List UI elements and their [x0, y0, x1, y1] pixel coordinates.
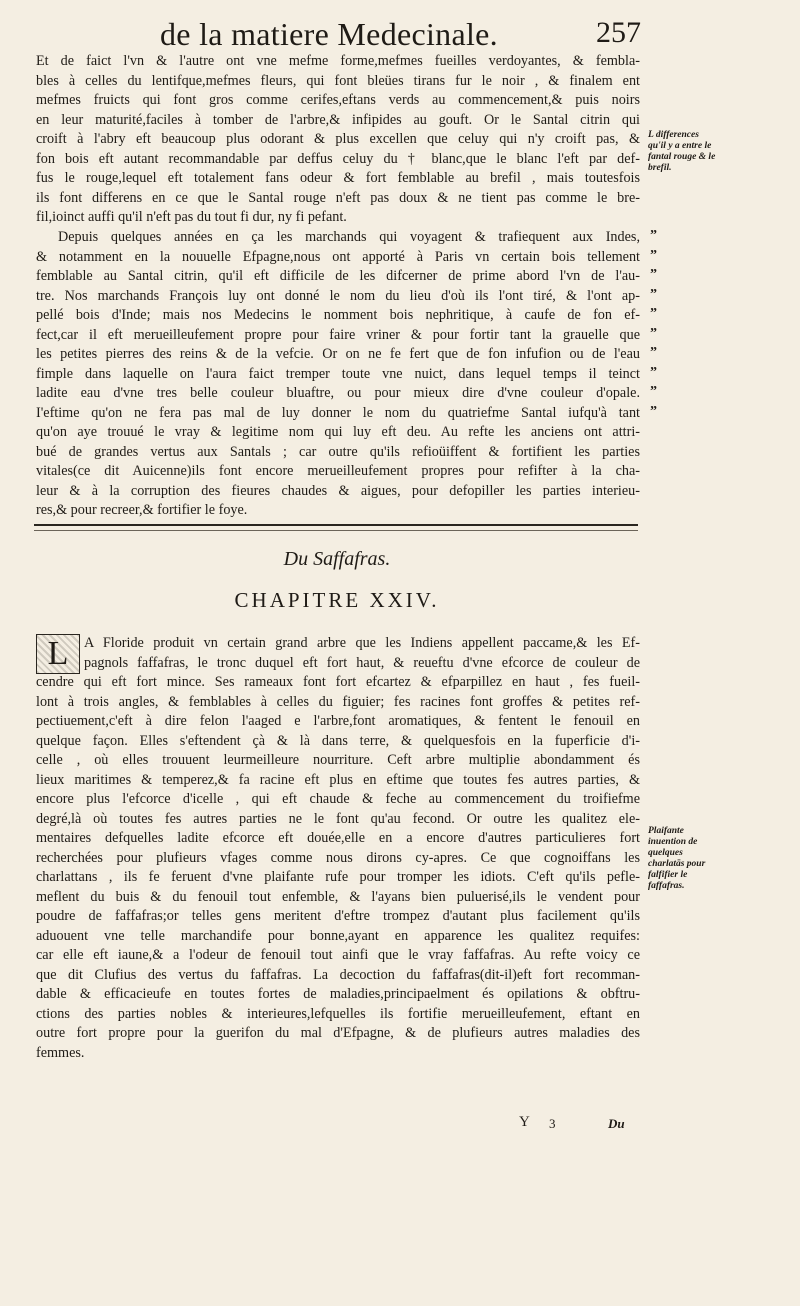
- paragraph-bois-inde: [36, 228, 640, 521]
- quote-mark: ”: [650, 345, 657, 360]
- text-line: bles à celles du lentifque,mefmes fleurs, qui font bleües tirans fur le noir , & finalem ent: [36, 72, 640, 89]
- text-line: poudre de faffafras;or telles gens meritent d'eftre trompez d'autant plus facilement qu'ils: [36, 908, 640, 924]
- page-number: 257: [596, 16, 641, 49]
- text-line: pagnols faffafras, le tronc duquel eft fort haut, & reueftu d'vne efcorce de couleur de: [84, 654, 640, 671]
- text-line: ladite eau d'vne tres belle couleur bluaftre, ou pour mieux dire d'vne couleur d'opale.: [36, 385, 640, 401]
- text-line: fimple dans laquelle on l'aura faict tremper toute vne nuict, dans lequel temps il teinct: [36, 365, 640, 382]
- text-line: fon bois eft autant recommandable par deffus celuy du † blanc,que le blanc l'eft par def-: [36, 150, 640, 167]
- text-line: bué de grandes vertus aux Santals ; car outre qu'ils refioüiffent & fortifient les parties: [36, 443, 640, 460]
- quote-mark: ”: [650, 267, 657, 282]
- catchword: Du: [608, 1116, 625, 1131]
- text-line: ctions des parties nobles & interieures,lefquelles ils fortifie merueilleufement, eftant en: [36, 1005, 640, 1022]
- text-line: fect,car il eft merueilleufement propre pour faire vriner & pour fortir tant la grauelle que: [36, 326, 640, 343]
- text-line: Et de faict l'vn & l'autre ont vne mefme forme,mefmes fueilles verdoyantes, & fembla-: [36, 53, 640, 69]
- quote-mark: ”: [650, 306, 657, 321]
- text-line: femblable au Santal citrin, qu'il eft difficile de les difcerner de prime abord l'vn de l'au-: [36, 268, 640, 284]
- text-line: car elle eft iaune,& a l'odeur de fenouil tout ainfi que le vray faffafras. Au refte voicy ce: [36, 947, 640, 963]
- text-line: tre. Nos marchands François luy ont donné le nom du lieu d'où ils l'ont tiré, & l'ont ap-: [36, 287, 640, 304]
- text-line: quelque façon. Elles s'eftendent çà & là dans terre, & quelquesfois en la fuperficie d'i-: [36, 732, 640, 749]
- margin-note-charlatans: Plaifante inuention de quelques charlatās pour falfifier le faffafras.: [648, 826, 706, 891]
- text-line: ils font differens en ce que le Santal rouge n'eft pas doux & ne tient pas comme le bre-: [36, 189, 640, 206]
- text-line: I'eftime qu'on ne fera pas mal de luy donner le nom du quatriefme Santal iufqu'à tant: [36, 404, 640, 421]
- text-line: en leur maturité,faciles à tomber de l'arbre,& infipides au gouft. Or le Santal citrin qui: [36, 111, 640, 128]
- text-line: celle , où elles trouuent leurmeilleure nourriture. Ceft arbre multiplie abondamment és: [36, 752, 640, 768]
- text-line: mentaires defquelles ladite efcorce eft douée,elle en a encore d'autres particulieres fort: [36, 830, 640, 846]
- running-head: de la matiere Medecinale.: [160, 16, 498, 52]
- text-line: dable & efficacieufe en toutes fortes de maladies,principaelment és opilations & obftru-: [36, 986, 640, 1002]
- text-line: A Floride produit vn certain grand arbre que les Indiens appellent paccame,& les Ef-: [84, 635, 640, 651]
- quote-mark: ”: [650, 326, 657, 341]
- text-line: mefmes fruicts qui font gros comme cerifes,eftans verds au commencement,& puis noirs: [36, 92, 640, 108]
- text-line: leur & à la corruption des fieures chaudes & aigues, pour defopiller les parties interieu-: [36, 482, 640, 499]
- text-line: aduouent vne telle marchandife pour bonne,ayant en apparence les qualitez requifes:: [36, 927, 640, 944]
- text-line: lieux maritimes & temperez,& fa racine eft plus en eftime que toutes fes autres parties, &: [36, 771, 640, 788]
- decorated-initial: L: [36, 634, 80, 674]
- text-line: outre fort propre pour la guerifon du mal d'Efpagne, & de plufieurs autres maladies des: [36, 1025, 640, 1041]
- text-line: qu'on aye trouué le vray & legitime nom qui luy eft deu. Au refte les anciens ont attri-: [36, 424, 640, 440]
- section-rule: [34, 524, 638, 526]
- chapter-title: CHAPITRE XXIV.: [234, 588, 440, 612]
- text-line: Depuis quelques années en ça les marchands qui voyagent & trafiequent aux Indes,: [58, 229, 640, 245]
- quote-mark: ”: [650, 365, 657, 380]
- quote-mark: ”: [650, 404, 657, 419]
- paragraph-saffafras: [36, 634, 640, 1063]
- text-line: croift à l'abry eft beaucoup plus odorant & plus excellen que celuy qui n'y croift pas, &: [36, 131, 640, 147]
- text-line: & notamment en la nouuelle Efpagne,nous ont apporté à Paris vn certain bois tellement: [36, 248, 640, 265]
- section-rule-thin: [34, 530, 638, 531]
- text-line: que dit Clufius des vertus du faffafras. La decoction du faffafras(dit-il)eft fort recomman-: [36, 966, 640, 983]
- text-line: degré,là où toutes fes autres parties ne le font qu'au fecond. Or outre les qualitez ele-: [36, 810, 640, 827]
- quote-mark: ”: [650, 248, 657, 263]
- text-line: charlattans , ils fe feruent d'vne plaifante rufe pour tromper les idiots. C'eft qu'ils pefle-: [36, 869, 640, 885]
- signature-number: 3: [549, 1116, 556, 1131]
- section-title: Du Saffafras.: [283, 548, 391, 570]
- text-line: vitales(ce dit Auicenne)ils font encore merueilleufement propres pour refifter à la cha-: [36, 463, 640, 479]
- text-line: fus le rouge,lequel eft totalement fans odeur & fort femblable au brefil , mais toutesfois: [36, 170, 640, 186]
- text-line: recherchées pour plufieurs vfages comme nous dirons cy-apres. Ce que cognoiffans les: [36, 849, 640, 866]
- text-line: les petites pierres des reins & de la vefcie. Or on ne fe fert que de fon infufion ou de l'eau: [36, 346, 640, 362]
- text-line: lont à trois angles, & femblables à celles du figuier; fes racines font groffes & petites ref-: [36, 693, 640, 710]
- text-line: encore plus l'efcorce d'icelle , qui eft chaude & feche au commencement du troifiefme: [36, 791, 640, 807]
- text-line: res,& pour recreer,& fortifier le foye.: [36, 502, 248, 518]
- quote-mark: ”: [650, 384, 657, 399]
- text-line: meflent du buis & du fenouil tout enfemble, & l'ayans bien puluerisé,ils le vendent pour: [36, 888, 640, 905]
- signature-mark: Y: [519, 1114, 530, 1130]
- margin-note-differences: L differences qu'il y a entre le fantal rouge & le brefil.: [648, 130, 716, 173]
- quote-mark: ”: [650, 287, 657, 302]
- text-line: pectiuement,c'eft à dire felon l'aaged e l'arbre,font aromatiques, & fentent le fenouil en: [36, 713, 640, 729]
- paragraph-santal: [36, 52, 640, 228]
- text-line: cendre qui eft fort mince. Ses rameaux font fort efcartez & efparpillez en haut , fes fueil-: [36, 674, 640, 690]
- text-line: femmes.: [36, 1044, 85, 1061]
- quote-mark: ”: [650, 228, 657, 243]
- text-line: pellé bois d'Inde; mais nos Medecins le nomment bois nephritique, à caufe de fon ef-: [36, 307, 640, 323]
- text-line: fil,ioinct auffi qu'il n'eft pas du tout fi dur, ny fi pefant.: [36, 209, 347, 225]
